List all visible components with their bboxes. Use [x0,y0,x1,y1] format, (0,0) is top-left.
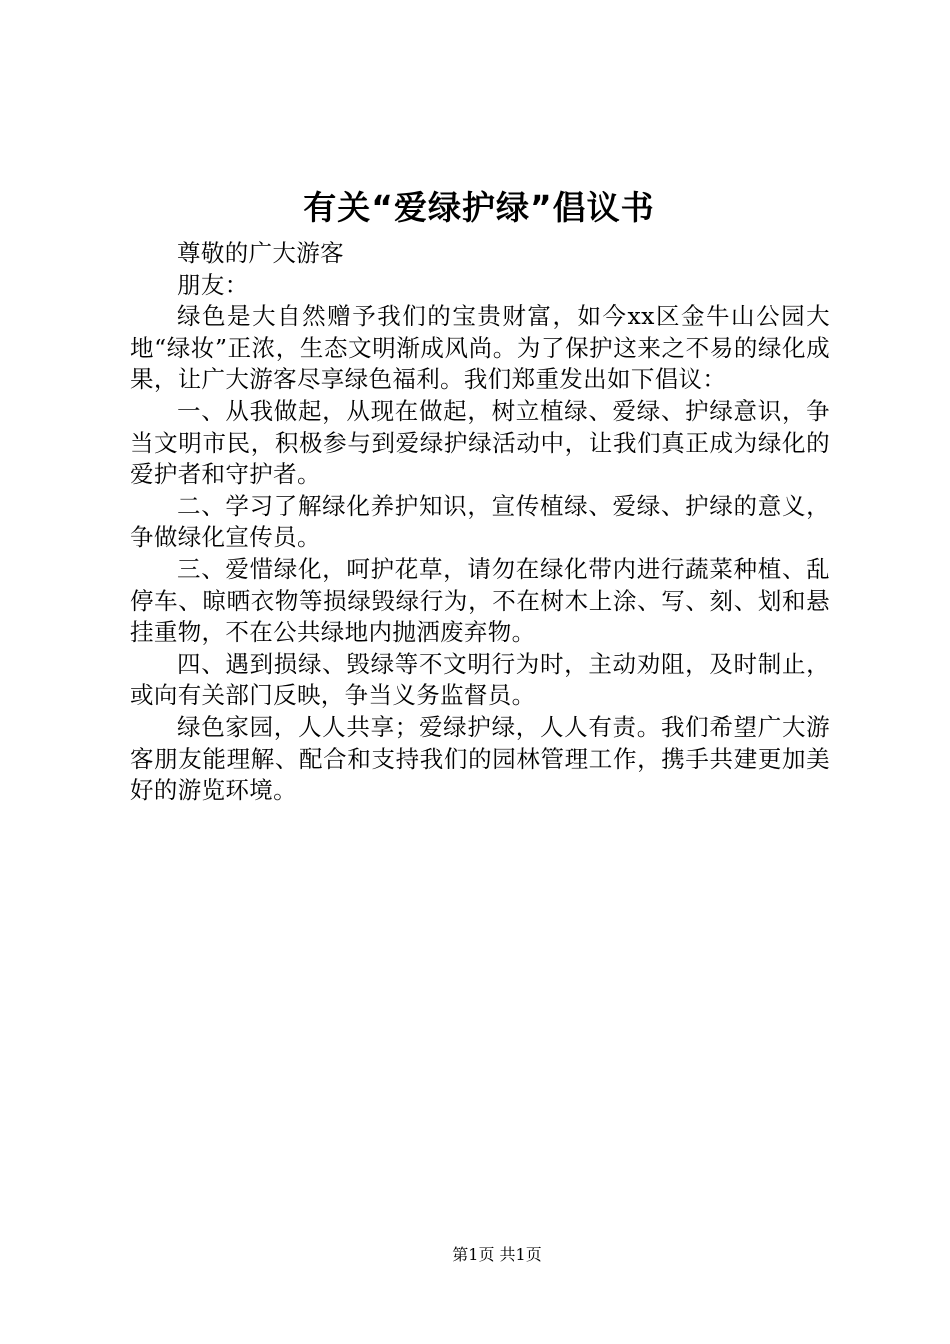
proposal-item-2: 二、学习了解绿化养护知识，宣传植绿、爱绿、护绿的意义，争做绿化宣传员。 [130,491,830,552]
page-number-footer: 第1页 共1页 [452,1245,542,1264]
closing-paragraph: 绿色家园，人人共享；爱绿护绿，人人有责。我们希望广大游客朋友能理解、配合和支持我们的园林管理工作，携手共建更加美好的游览环境。 [130,712,830,805]
document-body [130,238,830,807]
proposal-item-1: 一、从我做起，从现在做起，树立植绿、爱绿、护绿意识，争当文明市民，积极参与到爱绿护绿活动中，让我们真正成为绿化的爱护者和守护者。 [130,396,830,489]
document-title: 有关“爱绿护绿”倡议书 [303,188,655,227]
proposal-item-3: 三、爱惜绿化，呵护花草，请勿在绿化带内进行蔬菜种植、乱停车、晾晒衣物等损绿毁绿行为，不在树木上涂、写、刻、划和悬挂重物，不在公共绿地内抛洒废弃物。 [130,554,830,647]
intro-paragraph: 绿色是大自然赠予我们的宝贵财富，如今xx区金牛山公园大地“绿妆”正浓，生态文明渐成风尚。为了保护这来之不易的绿化成果，让广大游客尽享绿色福利。我们郑重发出如下倡议： [130,302,830,394]
greeting-line-1: 尊敬的广大游客 [177,239,344,267]
greeting-line-2: 朋友： [177,270,249,299]
proposal-item-4: 四、遇到损绿、毁绿等不文明行为时，主动劝阻，及时制止，或向有关部门反映，争当义务监督员。 [130,649,830,710]
